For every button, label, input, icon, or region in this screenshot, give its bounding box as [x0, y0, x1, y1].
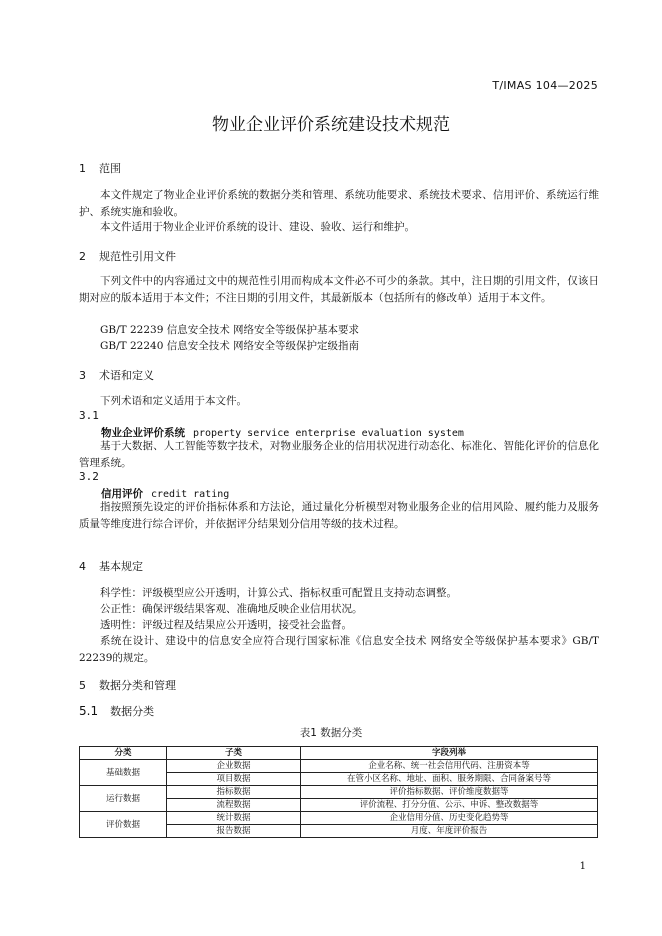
section-title: 规范性引用文件: [99, 250, 176, 263]
table-row: [80, 786, 598, 799]
section-number: 5: [79, 679, 86, 692]
table-caption: 表1 数据分类: [299, 727, 363, 739]
subcategory-cell: 报告数据: [167, 825, 301, 838]
term-3-1-number: 3.1: [79, 409, 99, 422]
term-english: property service enterprise evaluation system: [193, 428, 464, 439]
table-row: [80, 812, 598, 825]
term-chinese: 信用评价: [101, 488, 143, 500]
column-header: 子类: [167, 747, 301, 760]
principle-transparency: 透明性：评级过程及结果应公开透明，接受社会监督。: [100, 619, 352, 631]
data-classification-table: [79, 746, 598, 838]
column-header: 字段列举: [301, 747, 598, 760]
section-number: 4: [79, 560, 86, 573]
category-cell: 运行数据: [80, 786, 167, 812]
section-1-heading: [79, 160, 121, 176]
subcategory-cell: 流程数据: [167, 799, 301, 812]
subcategory-cell: 项目数据: [167, 773, 301, 786]
scope-paragraph-2: 本文件适用于物业企业评价系统的设计、建设、验收、运行和维护。: [100, 221, 415, 233]
section-number: 2: [79, 250, 86, 263]
section-5-heading: [79, 677, 176, 693]
reference-gbt-22240: GB/T 22240 信息安全技术 网络安全等级保护定级指南: [100, 340, 360, 352]
standard-code: T/IMAS 104—2025: [492, 79, 598, 92]
section-number: 3: [79, 369, 86, 382]
section-title: 范围: [99, 162, 121, 175]
subsection-number: 5.1: [79, 704, 99, 718]
reference-gbt-22239: GB/T 22239 信息安全技术 网络安全等级保护基本要求: [100, 324, 360, 336]
fields-cell: 企业信用分值、历史变化趋势等: [301, 812, 598, 825]
fields-cell: 评价指标数据、评价维度数据等: [301, 786, 598, 799]
fields-cell: 企业名称、统一社会信用代码、注册资本等: [301, 760, 598, 773]
fields-cell: 月度、年度评价报告: [301, 825, 598, 838]
term-3-2-definition: 指按照预先设定的评价指标体系和方法论，通过量化分析模型对物业服务企业的信用风险、履约能力及服务质量等维度进行综合评价，并依据评分结果划分信用等级的技术过程。: [79, 501, 599, 530]
column-header: 分类: [80, 747, 167, 760]
section-2-heading: [79, 248, 176, 264]
section-title: 数据分类和管理: [99, 679, 176, 692]
security-requirement: 系统在设计、建设中的信息安全应符合现行国家标准《信息安全技术 网络安全等级保护基本要求》GB/T 22239的规定。: [79, 635, 599, 664]
subcategory-cell: 统计数据: [167, 812, 301, 825]
term-3-1-definition: 基于大数据、人工智能等数字技术，对物业服务企业的信用状况进行动态化、标准化、智能化评价的信息化管理系统。: [79, 440, 599, 469]
page-number: 1: [579, 861, 586, 872]
term-chinese: 物业企业评价系统: [101, 427, 185, 439]
section-title: 基本规定: [99, 560, 143, 573]
document-title: 物业企业评价系统建设技术规范: [212, 115, 450, 135]
subsection-5-1-heading: [79, 703, 154, 719]
section-title: 术语和定义: [99, 369, 154, 382]
term-3-2-number: 3.2: [79, 470, 99, 483]
fields-cell: 在管小区名称、地址、面积、服务期限、合同备案号等: [301, 773, 598, 786]
section-4-heading: [79, 558, 143, 574]
subcategory-cell: 指标数据: [167, 786, 301, 799]
section-3-heading: [79, 367, 154, 383]
table-header-row: [80, 747, 598, 760]
category-cell: 评价数据: [80, 812, 167, 838]
principle-scientific: 科学性：评级模型应公开透明，计算公式、指标权重可配置且支持动态调整。: [100, 587, 457, 599]
section-number: 1: [79, 162, 86, 175]
subcategory-cell: 企业数据: [167, 760, 301, 773]
scope-paragraph-1: 本文件规定了物业企业评价系统的数据分类和管理、系统功能要求、系统技术要求、信用评价、系统运行维护、系统实施和验收。: [79, 189, 599, 218]
principle-fairness: 公正性：确保评级结果客观、准确地反映企业信用状况。: [100, 603, 363, 615]
table-row: [80, 760, 598, 773]
fields-cell: 评价流程、打分分值、公示、申诉、整改数据等: [301, 799, 598, 812]
category-cell: 基础数据: [80, 760, 167, 786]
normative-refs-paragraph: 下列文件中的内容通过文中的规范性引用而构成本文件必不可少的条款。其中，注日期的引用文件，仅该日期对应的版本适用于本文件；不注日期的引用文件，其最新版本（包括所有的修改单）适用于本文件。: [79, 275, 599, 304]
subsection-title: 数据分类: [110, 705, 155, 718]
terms-intro: 下列术语和定义适用于本文件。: [100, 395, 247, 407]
term-english: credit rating: [151, 489, 230, 500]
